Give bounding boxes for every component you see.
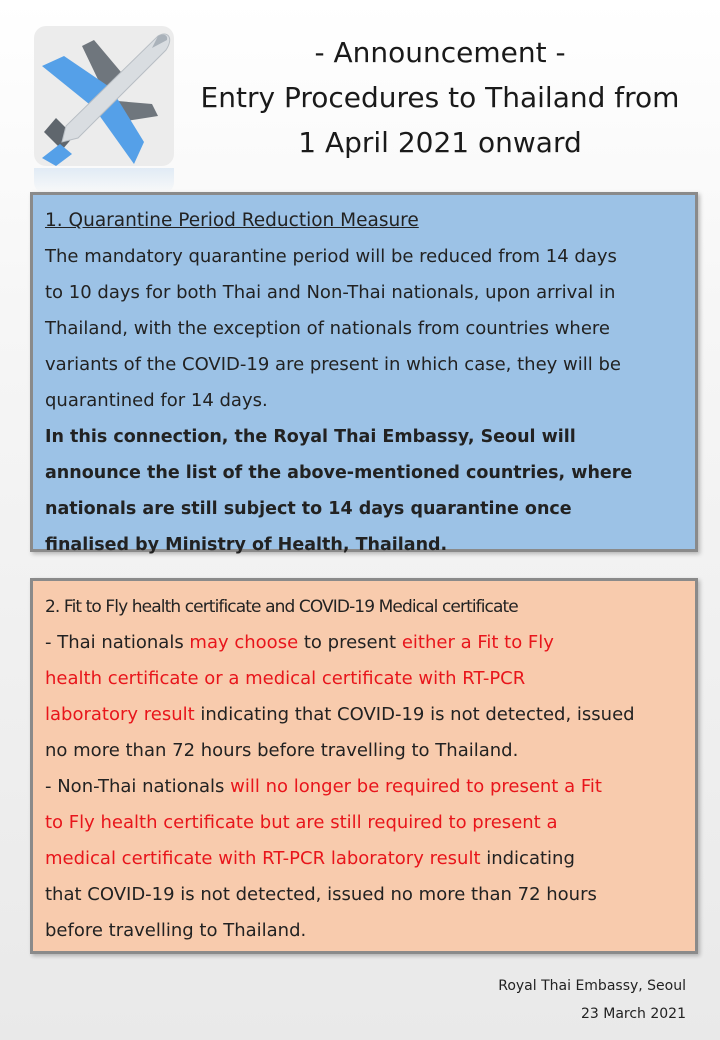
non-thai-nationals-line: before travelling to Thailand. xyxy=(45,920,307,941)
text-run: indicating xyxy=(480,848,575,869)
text-run: - Thai nationals xyxy=(45,632,190,653)
page-title xyxy=(180,30,700,165)
emphasis-text: medical certificate with RT-PCR laboratory result xyxy=(45,848,481,869)
section-1-body-line: to 10 days for both Thai and Non-Thai nationals, upon arrival in xyxy=(45,282,616,303)
emphasis-text: either a Fit to Fly xyxy=(401,632,554,653)
emphasis-text: may choose xyxy=(189,632,299,653)
thai-nationals-line xyxy=(45,625,683,661)
section-1-heading: 1. Quarantine Period Reduction Measure xyxy=(45,210,419,231)
section-1-bold-line: announce the list of the above-mentioned countries, where xyxy=(45,463,633,483)
section-1-bold-line: nationals are still subject to 14 days quarantine once xyxy=(45,499,572,519)
section-1-bold-line: finalised by Ministry of Health, Thailand. xyxy=(45,535,448,555)
emphasis-line: health certificate or a medical certificate with RT-PCR xyxy=(45,668,526,689)
section-health-certificates xyxy=(30,578,698,954)
thai-nationals-line: no more than 72 hours before travelling to Thailand. xyxy=(45,740,519,761)
airplane-icon xyxy=(34,26,174,166)
section-quarantine-reduction xyxy=(30,192,698,555)
section-1-body-line: Thailand, with the exception of nationals from countries where xyxy=(45,318,610,339)
footer-date: 23 March 2021 xyxy=(580,1006,686,1022)
title-line-2: Entry Procedures to Thailand from xyxy=(200,81,680,114)
non-thai-nationals-line xyxy=(45,841,683,877)
section-1-body-line: The mandatory quarantine period will be reduced from 14 days xyxy=(45,246,617,267)
emphasis-text: will no longer be required to present a Fit xyxy=(230,776,602,797)
section-2-heading: 2. Fit to Fly health certificate and COVID-19 Medical certificate xyxy=(45,597,518,617)
text-run: - Non-Thai nationals xyxy=(45,776,231,797)
title-line-1: - Announcement - xyxy=(314,36,566,69)
footer-organization: Royal Thai Embassy, Seoul xyxy=(498,978,686,994)
non-thai-nationals-line xyxy=(45,769,683,805)
section-1-body-line: variants of the COVID-19 are present in which case, they will be xyxy=(45,354,621,375)
section-1-body-line: quarantined for 14 days. xyxy=(45,390,268,411)
thai-nationals-line xyxy=(45,697,683,733)
emphasis-text: laboratory result xyxy=(45,704,195,725)
text-run: indicating that COVID-19 is not detected, issued xyxy=(194,704,635,725)
icon-reflection xyxy=(34,168,174,194)
text-run: to present xyxy=(298,632,402,653)
section-1-bold-line: In this connection, the Royal Thai Embassy, Seoul will xyxy=(45,427,576,447)
emphasis-line: to Fly health certificate but are still required to present a xyxy=(45,812,558,833)
title-line-3: 1 April 2021 onward xyxy=(298,126,582,159)
non-thai-nationals-line: that COVID-19 is not detected, issued no more than 72 hours xyxy=(45,884,597,905)
